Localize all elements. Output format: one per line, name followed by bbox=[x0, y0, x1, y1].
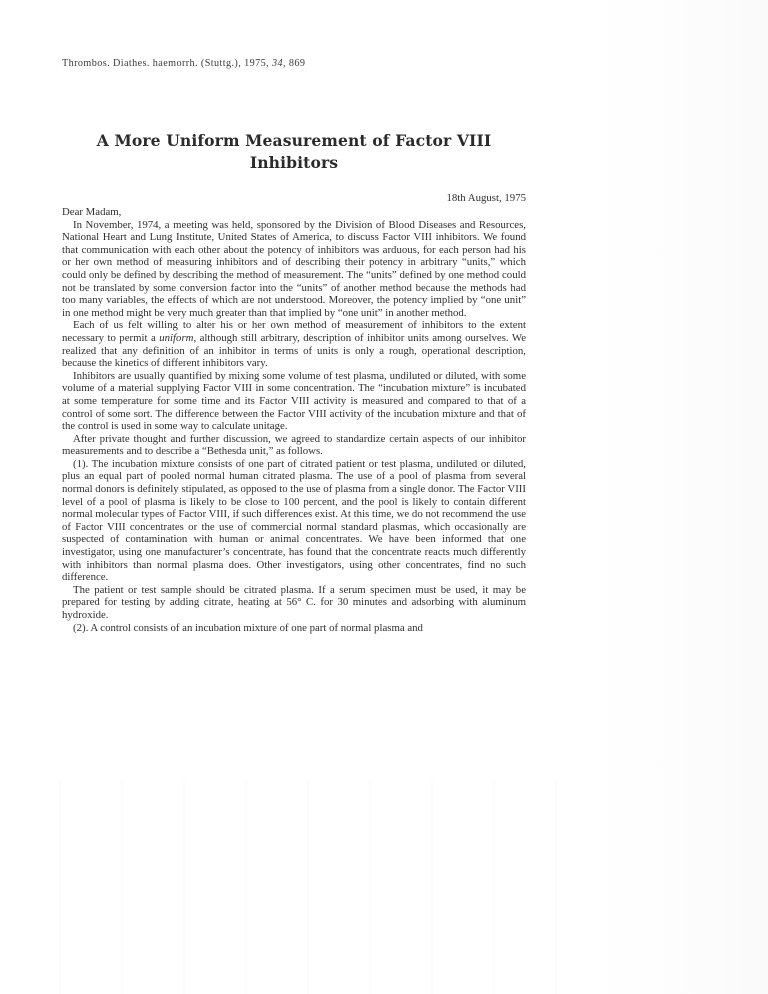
paragraph-2-end: although still arbitrary, description of inhibitor units among ourselves. We realized that any definition of an inhibitor in terms of units is only a rough, operational description, because the kinetics of different inhibitors vary. bbox=[62, 331, 526, 370]
journal-page bbox=[62, 58, 526, 634]
journal-ref-volume: 34 bbox=[271, 58, 283, 69]
title-line-2: Inhibitors bbox=[249, 153, 339, 172]
scan-artifact-bottom bbox=[0, 780, 600, 994]
paragraph-2-start: Each of us felt willing to alter his or her own method of measurement of inhibitors to the extent necessary to permit a bbox=[62, 319, 526, 344]
letter-date: 18th August, 1975 bbox=[446, 192, 526, 204]
paragraph-7: (2). A control consists of an incubation mixture of one part of normal plasma and bbox=[73, 621, 423, 634]
article-title bbox=[62, 130, 526, 174]
paragraph-4: After private thought and further discussion, we agreed to standardize certain aspects of our inhibitor measurements and to describe a “Bethesda unit,” as follows. bbox=[62, 432, 526, 458]
scan-shadow-right bbox=[596, 0, 768, 994]
letter-salutation: Dear Madam, bbox=[62, 206, 122, 218]
paragraph-2-emphasis: uniform, bbox=[159, 331, 197, 344]
journal-reference bbox=[62, 58, 526, 70]
paragraph-3: Inhibitors are usually quantified by mixing some volume of test plasma, undiluted or diluted, with some volume of a material supplying Factor VIII in some concentration. The “incubation mixture” is incubated at some temperature for some time and its Factor VIII activity is measured and compared to that of a control of some sort. The difference between the Factor VIII activity of the incubation mixture and that of the control is used in some way to calculate unitage. bbox=[62, 369, 526, 433]
journal-ref-prefix: Thrombos. Diathes. haemorrh. (Stuttg.), 1975, bbox=[62, 58, 272, 69]
journal-ref-suffix: , 869 bbox=[282, 58, 306, 69]
paragraph-1: In November, 1974, a meeting was held, sponsored by the Division of Blood Diseases and Resources, National Heart and Lung Institute, United States of America, to discuss Factor VIII inhibitors. We found that communication with each other about the potency of inhibitors was arduous, for each person had his or her own method of measuring inhibitors and of describing their potency in arbitrary “units,” which could only be defined by describing the method of measurement. The “units” defined by one method could not be translated by some conversion factor into the “units” of another method because the methods had too many variables, the effects of which are not understood. Moreover, the potency implied by “one unit” in one method might be very much greater than that implied by “one unit” in another method. bbox=[62, 218, 526, 319]
paragraph-2 bbox=[62, 319, 526, 369]
title-line-1: A More Uniform Measurement of Factor VIII bbox=[96, 131, 492, 150]
paragraph-6: The patient or test sample should be citrated plasma. If a serum specimen must be used, it may be prepared for testing by adding citrate, heating at 56° C. for 30 minutes and adsorbing with aluminum hydroxide. bbox=[62, 583, 526, 621]
paragraph-5: (1). The incubation mixture consists of one part of citrated patient or test plasma, undiluted or diluted, plus an equal part of pooled normal human citrated plasma. The use of a pool of plasma from several normal donors is definitely stipulated, as opposed to the use of plasma from a single donor. The Factor VIII level of a pool of plasma is likely to be close to 100 percent, and the pool is likely to contain different normal molecular types of Factor VIII, if such differences exist. At this time, we do not recommend the use of Factor VIII concentrates or the use of commercial normal standard plasmas, which occasionally are suspected of contamination with human or animal concentrates. We have been informed that one investigator, using one manufacturer’s concentrate, has found that the concentrate reacts much differently with inhibitors than normal plasma does. Other investigators, using other concentrates, find no such difference. bbox=[62, 457, 526, 584]
